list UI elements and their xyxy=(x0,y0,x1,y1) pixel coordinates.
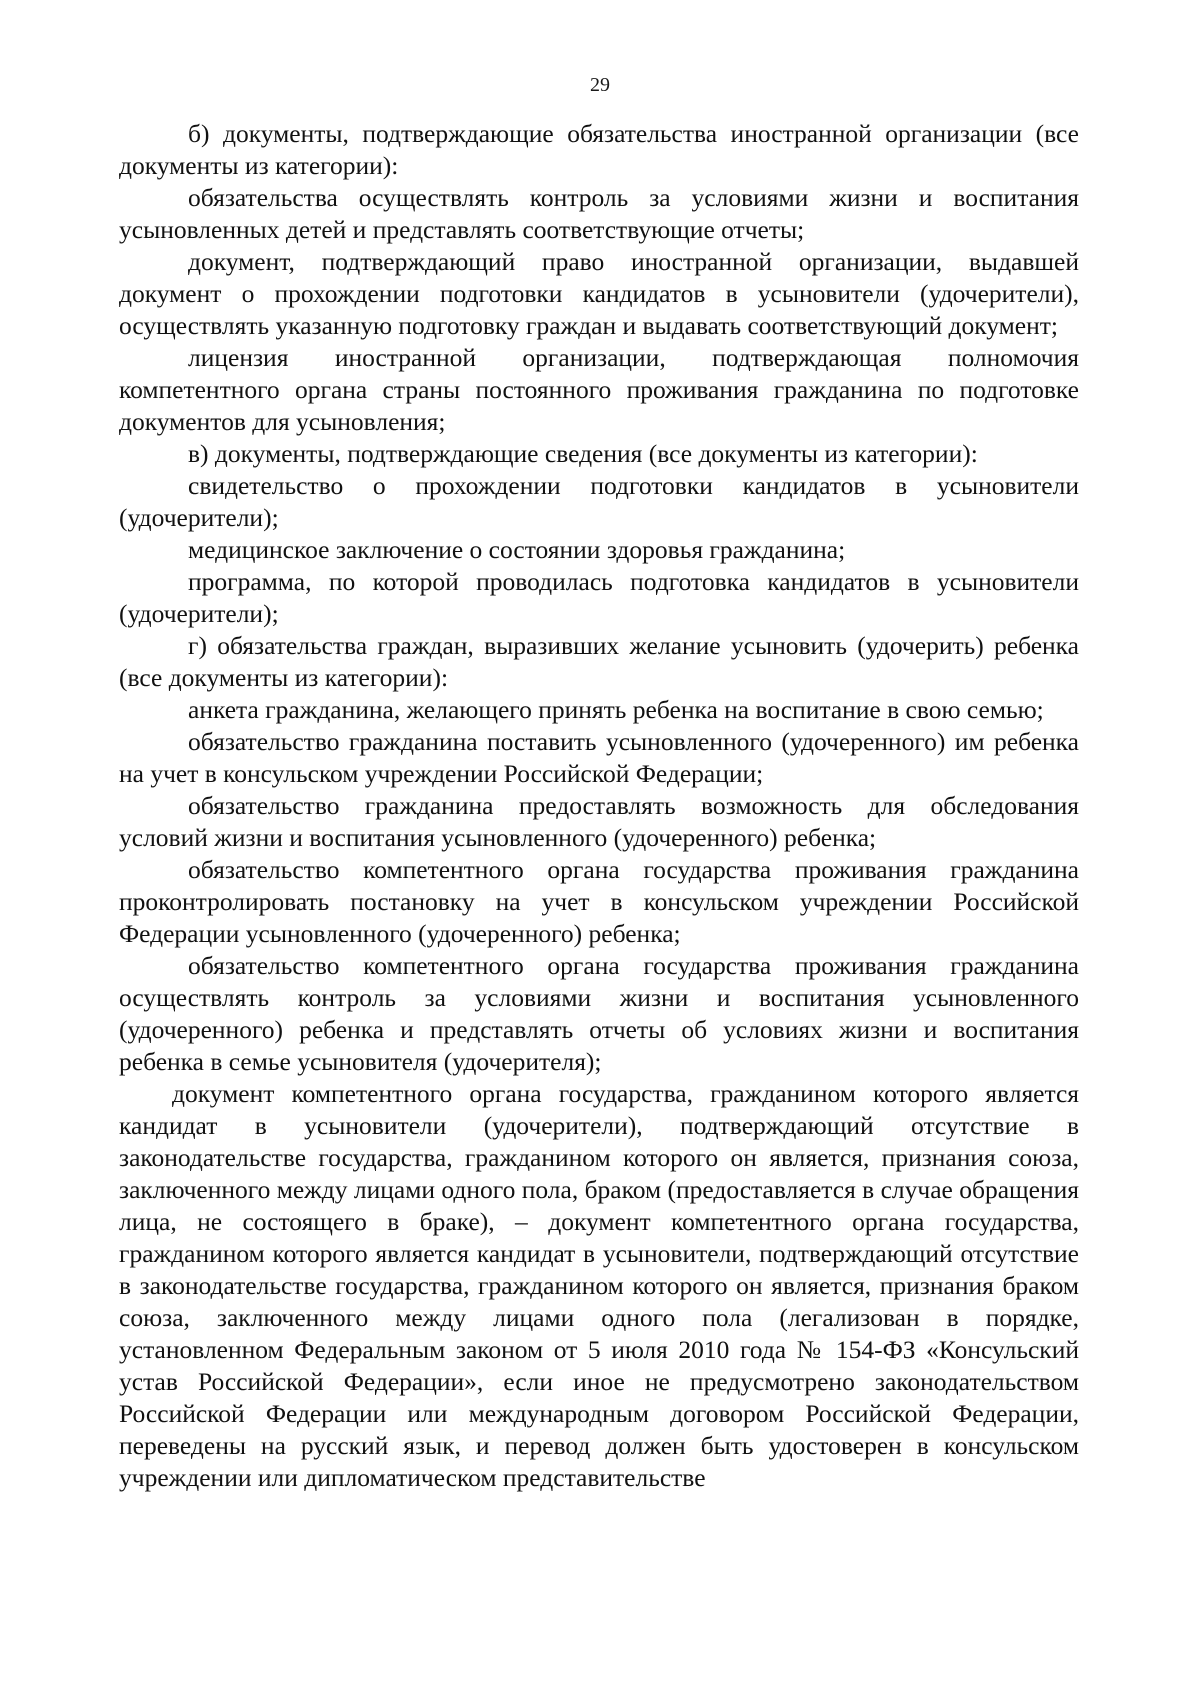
paragraph-consular-registration: обязательство гражданина поставить усыновленного (удочеренного) им ребенка на учет в консульском учреждении Российской Федерации; xyxy=(119,727,1079,788)
paragraph-control-obligation: обязательства осуществлять контроль за условиями жизни и воспитания усыновленных детей и представлять соответствующие отчеты; xyxy=(119,183,1079,244)
paragraph-marriage-document: документ компетентного органа государства, гражданином которого является кандидат в усыновители (удочерители), подтверждающий отсутствие в законодательстве государства, гражданином которого он является, признания союза, заключенного между лицами одного пола, браком (предоставляется в случае обращения лица, не состоящего в браке), – документ компетентного органа государства, гражданином которого является кандидат в усыновители, подтверждающий отсутствие в законодательстве государства, гражданином которого он является, признания браком союза, заключенного между лицами одного пола (легализован в порядке, установленном Федеральным законом от 5 июля 2010 года № 154-ФЗ «Консульский устав Российской Федерации», если иное не предусмотрено законодательством Российской Федерации или международным договором Российской Федерации, переведены на русский язык, и перевод должен быть удостоверен в консульском учреждении или дипломатическом представительстве xyxy=(119,1079,1079,1492)
paragraph-license: лицензия иностранной организации, подтверждающая полномочия компетентного органа страны постоянного проживания гражданина по подготовке документов для усыновления; xyxy=(119,343,1079,436)
document-body xyxy=(119,118,1079,1494)
paragraph-g-heading: г) обязательства граждан, выразивших желание усыновить (удочерить) ребенка (все документы из категории): xyxy=(119,631,1079,692)
paragraph-inspection-obligation: обязательство гражданина предоставлять возможность для обследования условий жизни и воспитания усыновленного (удочеренного) ребенка; xyxy=(119,791,1079,852)
paragraph-training-certificate: свидетельство о прохождении подготовки кандидатов в усыновители (удочерители); xyxy=(119,471,1079,532)
paragraph-authority-registration-control: обязательство компетентного органа государства проживания гражданина проконтролировать постановку на учет в консульском учреждении Российской Федерации усыновленного (удочеренного) ребенка; xyxy=(119,855,1079,948)
paragraph-authority-living-control: обязательство компетентного органа государства проживания гражданина осуществлять контроль за условиями жизни и воспитания усыновленного (удочеренного) ребенка и представлять отчеты об условиях жизни и воспитания ребенка в семье усыновителя (удочерителя); xyxy=(119,951,1079,1076)
paragraph-medical-report: медицинское заключение о состоянии здоровья гражданина; xyxy=(188,535,846,564)
paragraph-questionnaire: анкета гражданина, желающего принять ребенка на воспитание в свою семью; xyxy=(188,695,1044,724)
paragraph-v-heading: в) документы, подтверждающие сведения (все документы из категории): xyxy=(188,439,978,468)
paragraph-organization-right: документ, подтверждающий право иностранной организации, выдавшей документ о прохождении подготовки кандидатов в усыновители (удочерители), осуществлять указанную подготовку граждан и выдавать соответствующий документ; xyxy=(119,247,1079,340)
paragraph-b-heading: б) документы, подтверждающие обязательства иностранной организации (все документы из категории): xyxy=(119,119,1079,180)
page-number: 29 xyxy=(590,74,610,96)
paragraph-training-program: программа, по которой проводилась подготовка кандидатов в усыновители (удочерители); xyxy=(119,567,1079,628)
